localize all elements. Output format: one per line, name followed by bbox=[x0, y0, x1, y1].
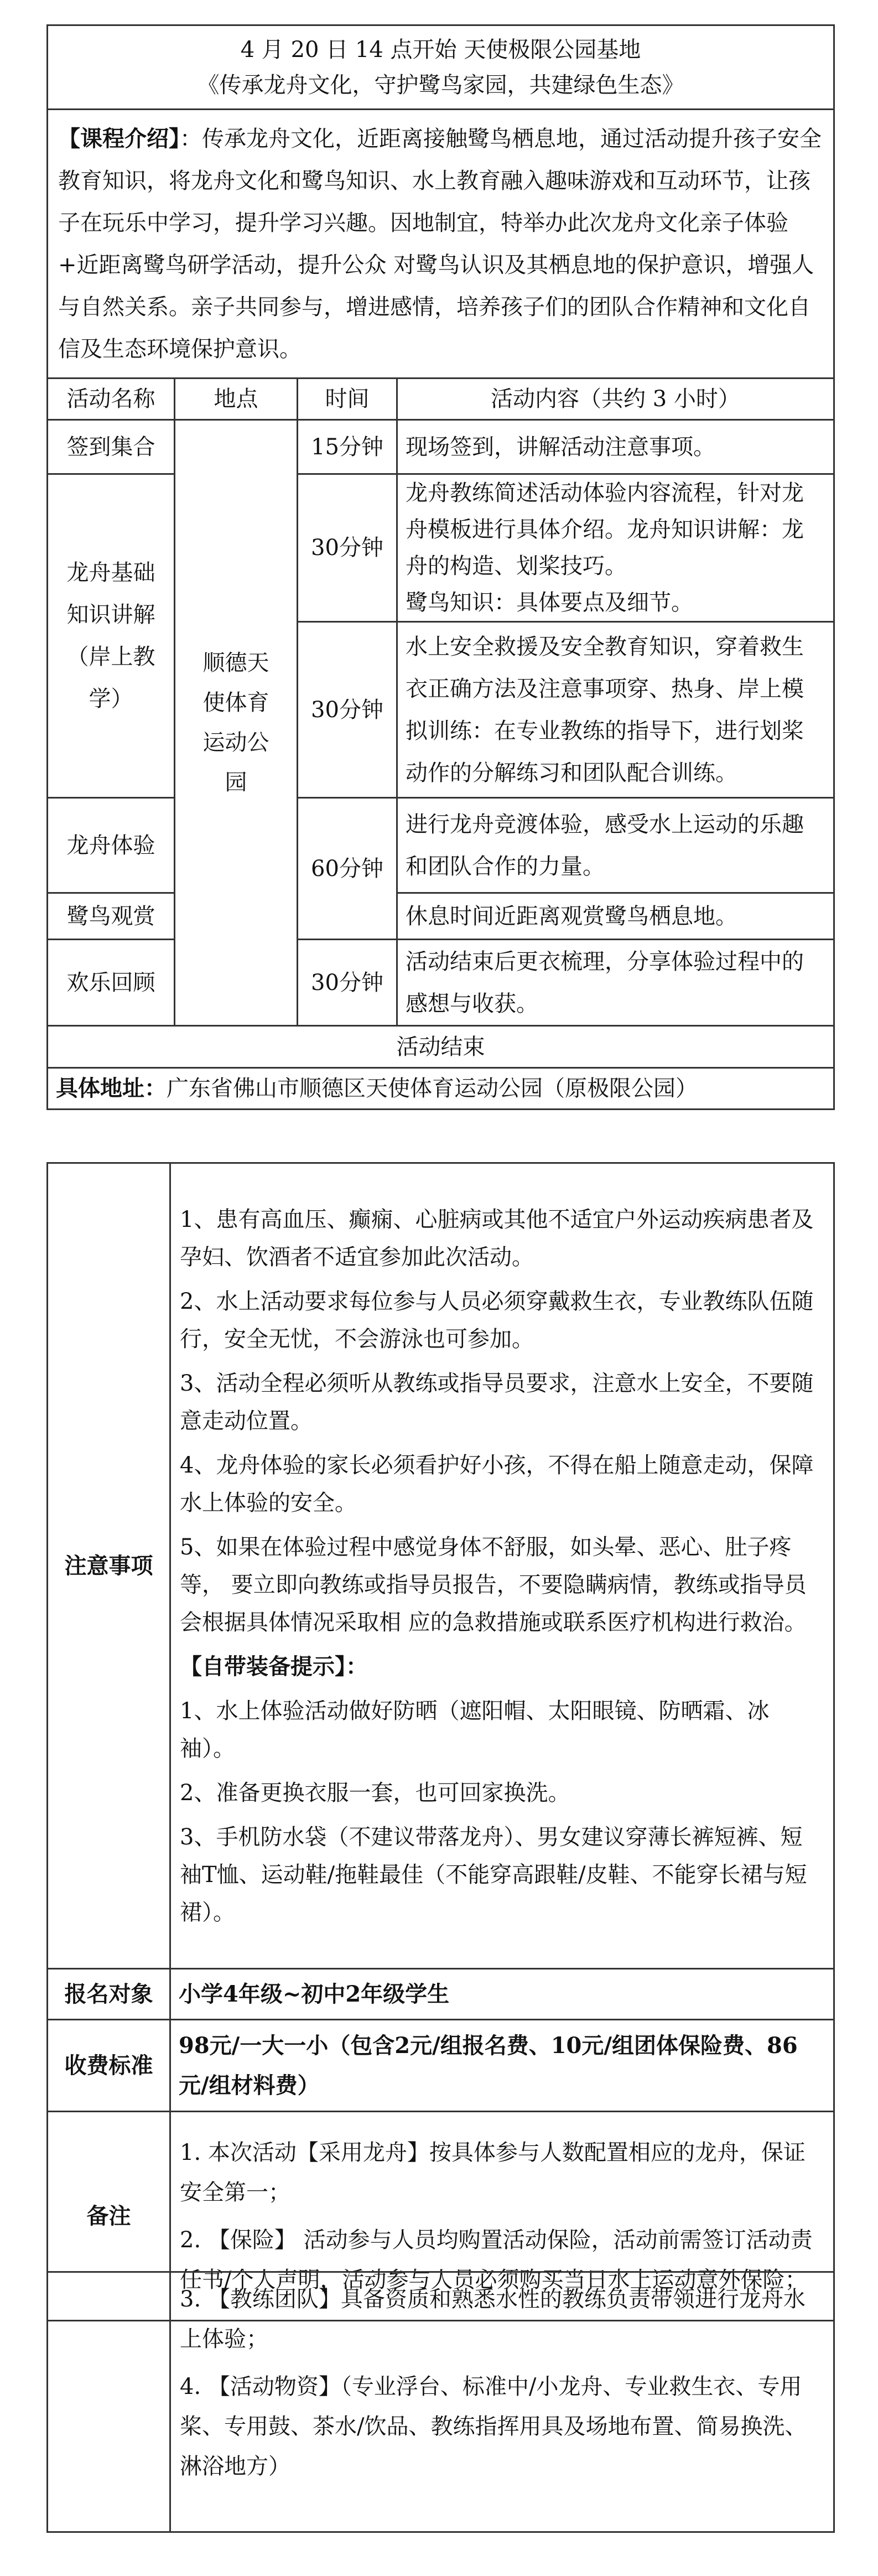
note-item: 3、活动全程必须听从教练或指导员要求，注意水上安全，不要随意走动位置。 bbox=[180, 1370, 814, 1434]
activity-time: 30分钟 bbox=[298, 474, 397, 622]
col-header-location: 地点 bbox=[175, 379, 298, 420]
activity-content: 进行龙舟竞渡体验，感受水上运动的乐趣和团队合作的力量。 bbox=[397, 798, 834, 893]
remark-item: 3. 【教练团队】具备资质和熟悉水性的教练负责带领进行龙舟水上体验； bbox=[180, 2287, 806, 2352]
col-header-name: 活动名称 bbox=[48, 379, 175, 420]
schedule-table bbox=[46, 24, 835, 1110]
remark-item: 4. 【活动物资】（专业浮台、标准中/小龙舟、专业救生衣、专用桨、专用鼓、茶水/饮品、教练指挥用具及场地布置、简易换洗、淋浴地方） bbox=[180, 2374, 807, 2479]
activity-content bbox=[397, 474, 834, 622]
activity-name: 鹭鸟观赏 bbox=[48, 893, 175, 940]
target-value: 小学4年级~初中2年级学生 bbox=[170, 1969, 834, 2020]
equipment-item: 1、水上体验活动做好防晒（遮阳帽、太阳眼镜、防晒霜、冰袖）。 bbox=[180, 1698, 770, 1761]
table-row bbox=[48, 940, 834, 1026]
activity-time: 30分钟 bbox=[298, 622, 397, 798]
header-cell bbox=[48, 25, 834, 110]
header-theme-line: 《传承龙舟文化，守护鹭鸟家园，共建绿色生态》 bbox=[197, 72, 684, 98]
intro-label: 【课程介绍】 bbox=[58, 125, 180, 152]
table-row bbox=[48, 474, 834, 622]
activity-content: 活动结束后更衣梳理，分享体验过程中的感想与收获。 bbox=[397, 940, 834, 1026]
equipment-item: 3、手机防水袋（不建议带落龙舟）、男女建议穿薄长裤短裤、短袖T恤、运动鞋/拖鞋最佳（不能穿高跟鞋/皮鞋、不能穿长裙与短裙）。 bbox=[180, 1824, 807, 1925]
activity-content: 休息时间近距离观赏鹭鸟栖息地。 bbox=[397, 893, 834, 940]
address-label: 具体地址： bbox=[56, 1075, 167, 1101]
note-item: 4、龙舟体验的家长必须看护好小孩，不得在船上随意走动，保障水上体验的安全。 bbox=[180, 1452, 814, 1516]
activity-time: 60分钟 bbox=[298, 798, 397, 940]
remarks-continued-label bbox=[48, 2272, 170, 2532]
activity-location: 顺德天使体育运动公园 bbox=[175, 420, 298, 1026]
intro-cell bbox=[48, 110, 834, 379]
activity-name: 龙舟体验 bbox=[48, 798, 175, 893]
notes-label: 注意事项 bbox=[48, 1163, 170, 1969]
fee-label: 收费标准 bbox=[48, 2020, 170, 2112]
equipment-title: 【自带装备提示】： bbox=[180, 1653, 368, 1680]
address-value: 广东省佛山市顺德区天使体育运动公园（原极限公园） bbox=[167, 1076, 698, 1101]
activity-time: 15分钟 bbox=[298, 420, 397, 474]
notes-cell bbox=[170, 1163, 834, 1969]
activity-content-line: 鹭鸟知识：具体要点及细节。 bbox=[406, 590, 693, 615]
activity-name: 欢乐回顾 bbox=[48, 940, 175, 1026]
fee-value: 98元/一大一小（包含2元/组报名费、10元/组团体保险费、86元/组材料费） bbox=[170, 2020, 834, 2112]
info-table bbox=[46, 1162, 835, 2321]
activity-content: 现场签到，讲解活动注意事项。 bbox=[397, 420, 834, 474]
activity-end: 活动结束 bbox=[48, 1026, 834, 1068]
activity-time: 30分钟 bbox=[298, 940, 397, 1026]
header-date-line: 4 月 20 日 14 点开始 天使极限公园基地 bbox=[240, 37, 641, 63]
intro-text: ：传承龙舟文化，近距离接触鹭鸟栖息地，通过活动提升孩子安全教育知识，将龙舟文化和鹭鸟知识、水上教育融入趣味游戏和互动环节，让孩子在玩乐中学习，提升学习兴趣。因地制宜，特举办此次龙舟文化亲子体验+近距离鹭鸟研学活动，提升公众 对鹭鸟认识及其栖息地的保护意识，增强人与自然关系。亲子共同参与，增进感情，培养孩子们的团队合作精神和文化自信及生态环境保护意识。 bbox=[58, 126, 822, 362]
address-cell bbox=[48, 1068, 834, 1110]
table-row bbox=[48, 420, 834, 474]
activity-name: 签到集合 bbox=[48, 420, 175, 474]
equipment-item: 2、准备更换衣服一套，也可回家换洗。 bbox=[180, 1780, 570, 1806]
note-item: 5、如果在体验过程中感觉身体不舒服，如头晕、恶心、肚子疼等， 要立即向教练或指导员报告，不要隐瞒病情，教练或指导员会根据具体情况采取相 应的急救措施或联系医疗机构进行救治。 bbox=[180, 1534, 807, 1635]
remarks-label: 备注 bbox=[48, 2112, 170, 2321]
activity-content: 水上安全救援及安全教育知识，穿着救生衣正确方法及注意事项穿、热身、岸上模拟训练：在专业教练的指导下，进行划桨动作的分解练习和团队配合训练。 bbox=[397, 622, 834, 798]
remarks-continued-cell bbox=[170, 2272, 834, 2532]
remark-item: 2. 【保险】 活动参与人员均购置活动保险，活动前需签订活动责任书/个人声明，活动参与人员必须购买当日水上运动意外保险； bbox=[180, 2227, 813, 2293]
col-header-time: 时间 bbox=[298, 379, 397, 420]
activity-name: 龙舟基础知识讲解（岸上教学） bbox=[48, 474, 175, 798]
note-item: 1、患有高血压、癫痫、心脏病或其他不适宜户外运动疾病患者及孕妇、饮酒者不适宜参加此次活动。 bbox=[180, 1206, 814, 1270]
note-item: 2、水上活动要求每位参与人员必须穿戴救生衣，专业教练队伍随行，安全无忧，不会游泳也可参加。 bbox=[180, 1288, 814, 1352]
col-header-content: 活动内容（共约 3 小时） bbox=[397, 379, 834, 420]
target-label: 报名对象 bbox=[48, 1969, 170, 2020]
table-row bbox=[48, 798, 834, 893]
remarks-continued-table bbox=[46, 2271, 835, 2533]
table-row bbox=[48, 893, 834, 940]
remark-item: 1. 本次活动【采用龙舟】按具体参与人数配置相应的龙舟，保证安全第一； bbox=[180, 2139, 806, 2205]
activity-content-line: 龙舟教练简述活动体验内容流程，针对龙舟模板进行具体介绍。龙舟知识讲解：龙舟的构造、划桨技巧。 bbox=[406, 480, 804, 579]
